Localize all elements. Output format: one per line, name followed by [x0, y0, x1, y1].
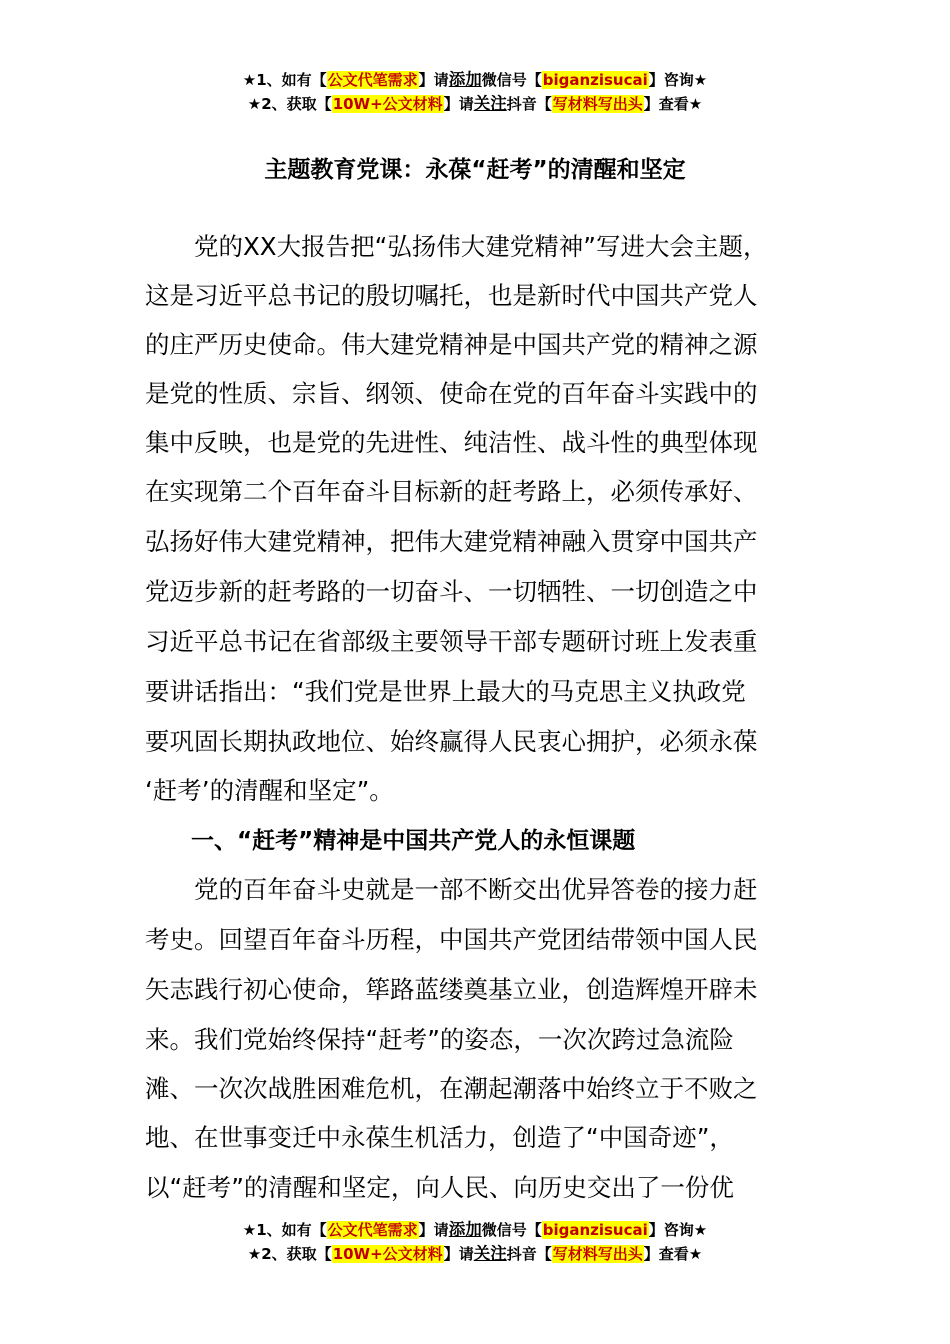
- promo-line-1: ★1、如有【公文代笔需求】请添加微信号【biganzisucai】咨询★: [242, 70, 708, 89]
- promo-line-2: ★2、获取【10W+公文材料】请关注抖音【写材料写出头】查看★: [247, 94, 703, 113]
- douyin-id: 写材料写出头: [552, 1245, 643, 1263]
- body-line: 矢志践行初心使命，筚路蓝缕奠基立业，创造辉煌开辟未: [145, 975, 758, 1004]
- body-line: 是党的性质、宗旨、纲领、使命在党的百年奋斗实践中的: [145, 379, 758, 408]
- promo-highlight: 10W+公文材料: [332, 95, 443, 113]
- section-heading: 一、“赶考”精神是中国共产党人的永恒课题: [145, 828, 636, 854]
- promo-line-1: ★1、如有【公文代笔需求】请添加微信号【biganzisucai】咨询★: [242, 1220, 708, 1239]
- body-line: 党迈步新的赶考路的一切奋斗、一切牺牲、一切创造之中: [145, 577, 758, 606]
- header-promo: [0, 68, 950, 116]
- body-line: 地、在世事变迁中永葆生机活力，创造了“中国奇迹”，: [145, 1123, 734, 1152]
- body-line: 滩、一次次战胜困难危机，在潮起潮落中始终立于不败之: [145, 1074, 758, 1103]
- body-line: 党的百年奋斗史就是一部不断交出优异答卷的接力赶: [145, 875, 758, 904]
- promo-highlight: 10W+公文材料: [332, 1245, 443, 1263]
- douyin-id: 写材料写出头: [552, 95, 643, 113]
- body-line: ‘赶考’的清醒和坚定”。: [145, 776, 394, 805]
- promo-highlight: 公文代笔需求: [327, 71, 418, 89]
- document-title: 主题教育党课：永葆“赶考”的清醒和坚定: [264, 157, 686, 183]
- body-line: 弘扬好伟大建党精神，把伟大建党精神融入贯穿中国共产: [145, 527, 758, 556]
- body-line: 要巩固长期执政地位、始终赢得人民衷心拥护，必须永葆: [145, 727, 758, 756]
- wechat-id: biganzisucai: [542, 71, 648, 89]
- body-line: 在实现第二个百年奋斗目标新的赶考路上，必须传承好、: [145, 477, 758, 506]
- body-line: 习近平总书记在省部级主要领导干部专题研讨班上发表重: [145, 627, 758, 656]
- footer-promo: [0, 1218, 950, 1266]
- body-line: 以“赶考”的清醒和坚定，向人民、向历史交出了一份优: [145, 1173, 734, 1202]
- promo-highlight: 公文代笔需求: [327, 1221, 418, 1239]
- body-line: 集中反映，也是党的先进性、纯洁性、战斗性的典型体现: [145, 428, 758, 457]
- body-line: 要讲话指出：“我们党是世界上最大的马克思主义执政党: [145, 677, 746, 706]
- body-line: 这是习近平总书记的殷切嘱托，也是新时代中国共产党人: [145, 281, 758, 310]
- body-line: 党的XX大报告把“弘扬伟大建党精神”写进大会主题，: [145, 232, 768, 261]
- body-line: 的庄严历史使命。伟大建党精神是中国共产党的精神之源: [145, 330, 758, 359]
- body-line: 考史。回望百年奋斗历程，中国共产党团结带领中国人民: [145, 925, 758, 954]
- wechat-id: biganzisucai: [542, 1221, 648, 1239]
- body-line: 来。我们党始终保持“赶考”的姿态，一次次跨过急流险: [145, 1025, 734, 1054]
- promo-line-2: ★2、获取【10W+公文材料】请关注抖音【写材料写出头】查看★: [247, 1244, 703, 1263]
